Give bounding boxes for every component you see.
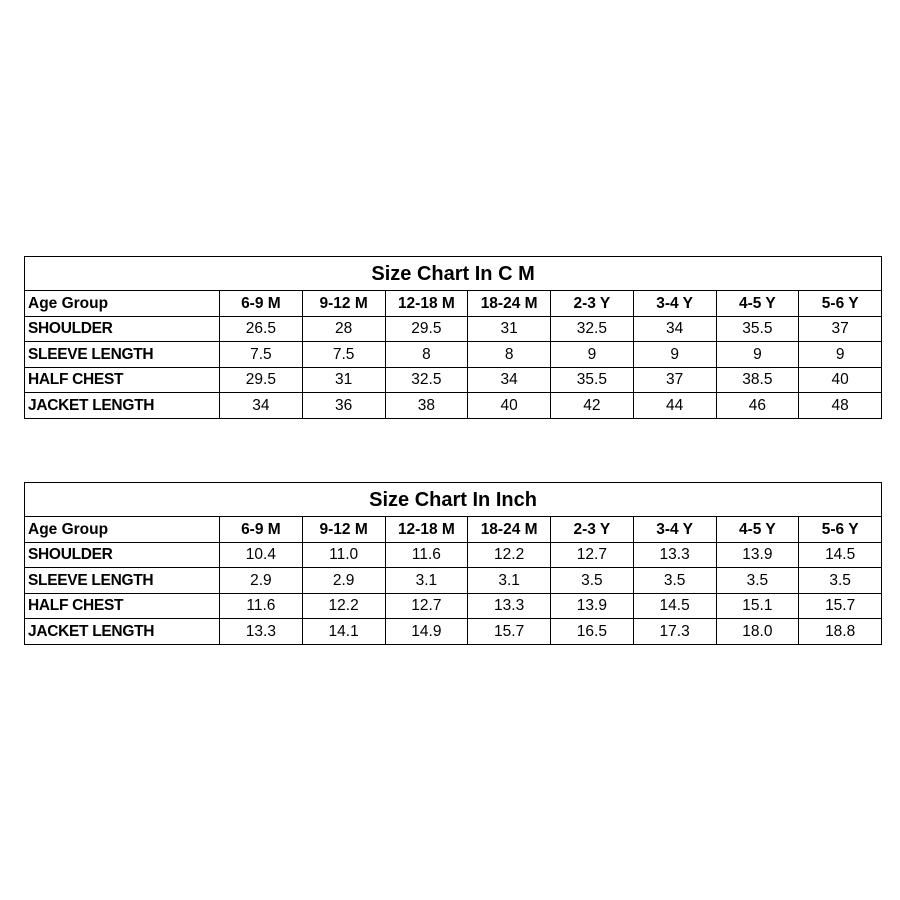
table-cell: 11.6 [220,593,303,619]
row-label: SHOULDER [25,316,220,342]
table-cell: 48 [799,393,882,419]
table-cell: 14.1 [302,619,385,645]
table-cell: 9 [799,342,882,368]
table-cell: 17.3 [633,619,716,645]
table-row [25,342,882,368]
table-cell: 8 [385,342,468,368]
table-cell: 18.0 [716,619,799,645]
table-cell: 16.5 [551,619,634,645]
table-cell: 12.2 [302,593,385,619]
header-cell: 9-12 M [302,291,385,317]
table-cell: 34 [220,393,303,419]
table-cell: 7.5 [220,342,303,368]
table-cell: 9 [633,342,716,368]
table-cell: 38 [385,393,468,419]
table-cell: 2.9 [220,568,303,594]
header-cell: 5-6 Y [799,291,882,317]
table-cell: 2.9 [302,568,385,594]
table-cell: 13.3 [468,593,551,619]
row-label: SHOULDER [25,542,220,568]
table-row [25,542,882,568]
table-cell: 13.9 [551,593,634,619]
table-cell: 34 [633,316,716,342]
header-cell: 6-9 M [220,291,303,317]
table-cell: 32.5 [385,367,468,393]
table-cell: 8 [468,342,551,368]
header-age-group: Age Group [25,517,220,543]
table-cell: 11.6 [385,542,468,568]
table-cell: 15.1 [716,593,799,619]
table-cell: 3.5 [799,568,882,594]
header-cell: 18-24 M [468,517,551,543]
header-cell: 12-18 M [385,291,468,317]
table-cell: 13.9 [716,542,799,568]
table-row [25,593,882,619]
header-cell: 18-24 M [468,291,551,317]
table-cell: 11.0 [302,542,385,568]
header-cell: 6-9 M [220,517,303,543]
table-cell: 14.5 [799,542,882,568]
table-title: Size Chart In C M [25,257,882,291]
table-title-row [25,483,882,517]
table-cell: 44 [633,393,716,419]
table-cell: 26.5 [220,316,303,342]
table-cell: 3.1 [385,568,468,594]
table-cell: 10.4 [220,542,303,568]
table-cell: 37 [799,316,882,342]
row-label: JACKET LENGTH [25,619,220,645]
header-cell: 9-12 M [302,517,385,543]
table-cell: 40 [468,393,551,419]
table-row [25,568,882,594]
table-cell: 31 [468,316,551,342]
table-row [25,619,882,645]
table-cell: 40 [799,367,882,393]
size-chart-cm-table [24,256,882,419]
table-header-row [25,517,882,543]
table-cell: 18.8 [799,619,882,645]
table-cell: 9 [716,342,799,368]
table-cell: 14.9 [385,619,468,645]
row-label: HALF CHEST [25,593,220,619]
table-cell: 13.3 [220,619,303,645]
table-cell: 3.5 [716,568,799,594]
row-label: SLEEVE LENGTH [25,342,220,368]
table-row [25,316,882,342]
table-cell: 46 [716,393,799,419]
table-cell: 31 [302,367,385,393]
table-title-row [25,257,882,291]
header-age-group: Age Group [25,291,220,317]
header-cell: 12-18 M [385,517,468,543]
table-cell: 36 [302,393,385,419]
table-row [25,393,882,419]
size-chart-inch-table [24,482,882,645]
table-cell: 29.5 [220,367,303,393]
header-cell: 2-3 Y [551,517,634,543]
table-cell: 3.5 [633,568,716,594]
table-row [25,367,882,393]
table-title: Size Chart In Inch [25,483,882,517]
table-cell: 13.3 [633,542,716,568]
header-cell: 4-5 Y [716,517,799,543]
table-cell: 32.5 [551,316,634,342]
table-cell: 7.5 [302,342,385,368]
row-label: SLEEVE LENGTH [25,568,220,594]
table-cell: 42 [551,393,634,419]
table-cell: 15.7 [799,593,882,619]
table-cell: 35.5 [551,367,634,393]
table-cell: 14.5 [633,593,716,619]
row-label: JACKET LENGTH [25,393,220,419]
table-cell: 28 [302,316,385,342]
header-cell: 5-6 Y [799,517,882,543]
table-cell: 35.5 [716,316,799,342]
table-header-row [25,291,882,317]
header-cell: 3-4 Y [633,291,716,317]
header-cell: 3-4 Y [633,517,716,543]
table-cell: 34 [468,367,551,393]
table-cell: 37 [633,367,716,393]
table-cell: 38.5 [716,367,799,393]
header-cell: 2-3 Y [551,291,634,317]
table-cell: 12.7 [551,542,634,568]
table-cell: 29.5 [385,316,468,342]
table-cell: 12.7 [385,593,468,619]
header-cell: 4-5 Y [716,291,799,317]
table-cell: 15.7 [468,619,551,645]
table-cell: 9 [551,342,634,368]
table-cell: 3.1 [468,568,551,594]
table-cell: 12.2 [468,542,551,568]
table-cell: 3.5 [551,568,634,594]
row-label: HALF CHEST [25,367,220,393]
